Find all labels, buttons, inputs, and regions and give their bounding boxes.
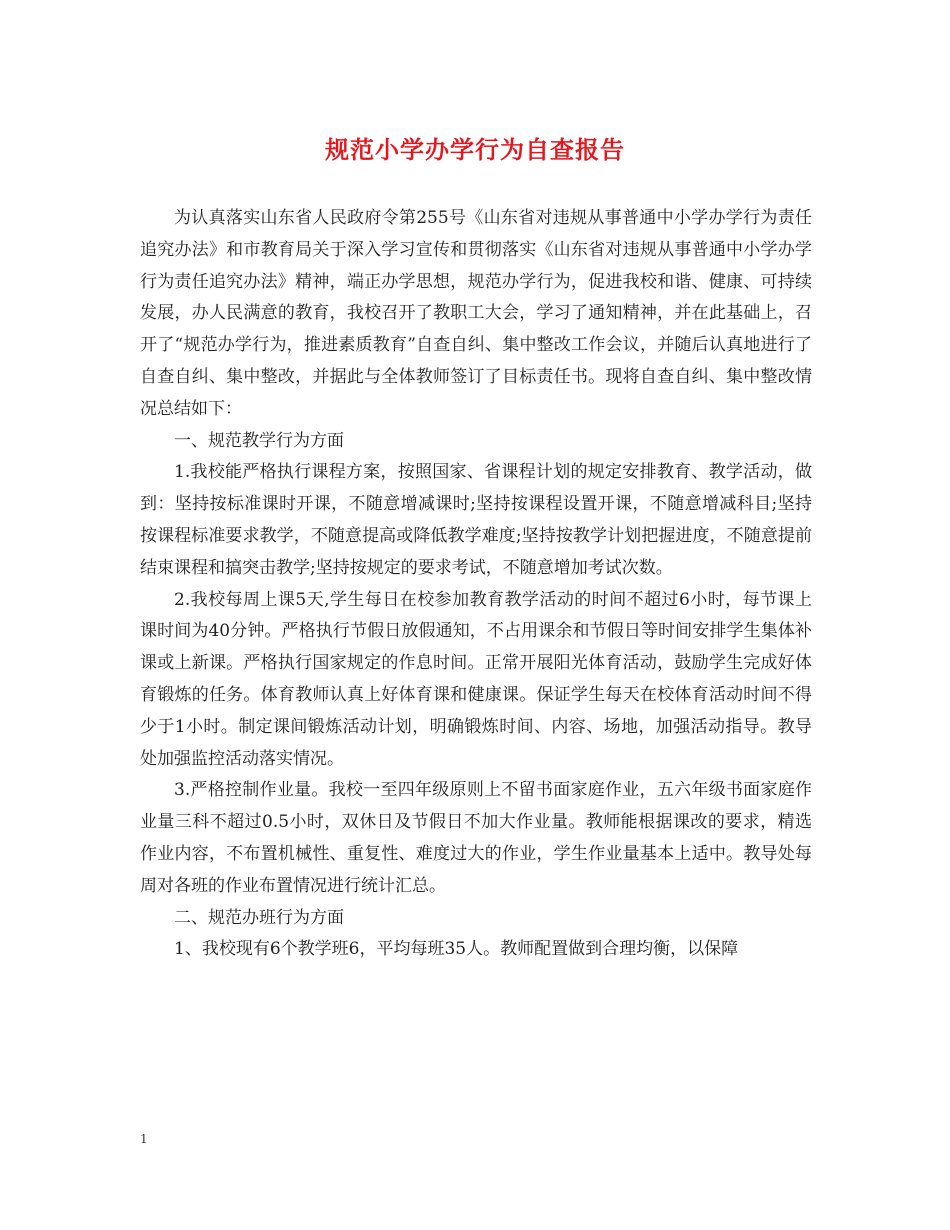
paragraph-curriculum: 1.我校能严格执行课程方案，按照国家、省课程计划的规定安排教育、教学活动，做到：坚持按标准课时开课，不随意增减课时;坚持按课程设置开课，不随意增减科目;坚持按课程标准要求教学，不随意提高或降低教学难度;坚持按教学计划把握进度，不随意提前结束课程和搞突击教学;坚持按规定的要求考试，不随意增加考试次数。 xyxy=(140,462,812,578)
section-heading-classes: 二、规范办班行为方面 xyxy=(174,907,344,928)
intro-paragraph: 为认真落实山东省人民政府令第255号《山东省对违规从事普通中小学办学行为责任追究办法》和市教育局关于深入学习宣传和贯彻落实《山东省对违规从事普通中小学办学行为责任追究办法》精神，端正办学思想，规范办学行为，促进我校和谐、健康、可持续发展，办人民满意的教育，我校召开了教职工大会，学习了通知精神，并在此基础上，召开了“规范办学行为，推进素质教育”自查自纠、集中整改工作会议，并随后认真地进行了自查自纠、集中整改，并据此与全体教师签订了目标责任书。现将自查自纠、集中整改情况总结如下： xyxy=(140,208,812,419)
section-heading-teaching: 一、规范教学行为方面 xyxy=(174,430,344,451)
document-title: 规范小学办学行为自查报告 xyxy=(325,135,625,164)
document-body xyxy=(140,203,812,966)
paragraph-schedule: 2.我校每周上课5天,学生每日在校参加教育教学活动的时间不超过6小时，每节课上课时间为40分钟。严格执行节假日放假通知，不占用课余和节假日等时间安排学生集体补课或上新课。严格执行国家规定的作息时间。正常开展阳光体育活动，鼓励学生完成好体育锻炼的任务。体育教师认真上好体育课和健康课。保证学生每天在校体育活动时间不得少于1小时。制定课间锻炼活动计划，明确锻炼时间、内容、场地，加强活动指导。教导处加强监控活动落实情况。 xyxy=(140,589,812,769)
paragraph-class-size: 1、我校现有6个教学班6，平均每班35人。教师配置做到合理均衡，以保障 xyxy=(174,939,739,960)
paragraph-homework: 3.严格控制作业量。我校一至四年级原则上不留书面家庭作业，五六年级书面家庭作业量三科不超过0.5小时，双休日及节假日不加大作业量。教师能根据课改的要求，精选作业内容，不布置机械性、重复性、难度过大的作业，学生作业量基本上适中。教导处每周对各班的作业布置情况进行统计汇总。 xyxy=(140,780,812,896)
page-number: 1 xyxy=(140,1132,148,1146)
